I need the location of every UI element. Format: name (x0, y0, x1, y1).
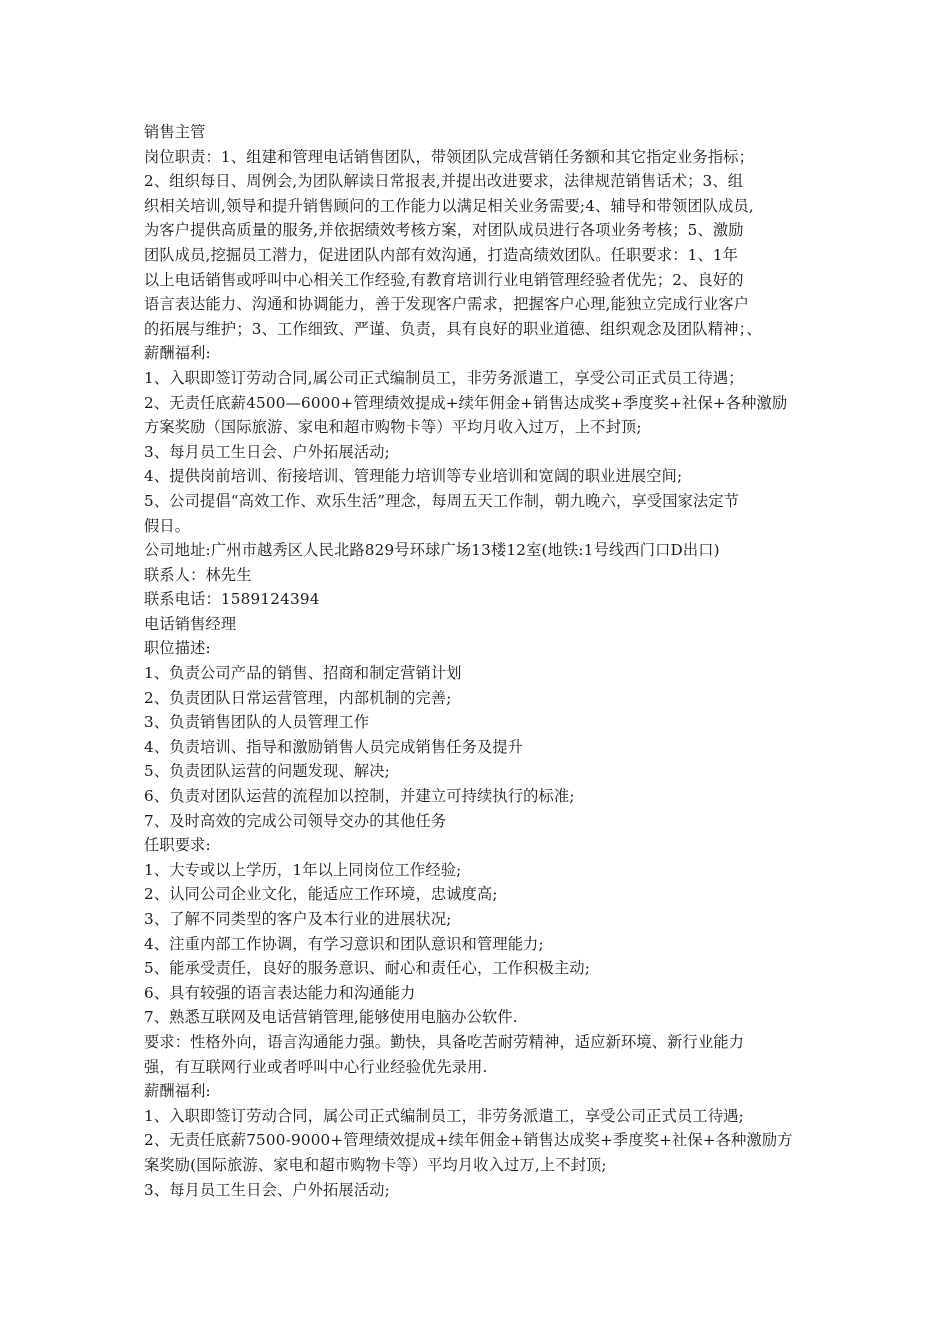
text-line: 2、组织每日、周例会,为团队解读日常报表,并提出改进要求，法律规范销售话术；3、组 (144, 172, 744, 191)
document-body (144, 120, 814, 1202)
list-item: 1、入职即签订劳动合同,属公司正式编制员工，非劳务派遣工，享受公司正式员工待遇； (144, 368, 744, 387)
list-item: 2、无责任底薪7500-9000+管理绩效提成+续年佣金+销售达成奖+季度奖+社保+各种激励方 (144, 1131, 793, 1150)
list-item: 2、负责团队日常运营管理，内部机制的完善; (144, 688, 452, 707)
subsection-heading: 薪酬福利: (144, 1082, 211, 1101)
list-item: 1、负责公司产品的销售、招商和制定营销计划 (144, 664, 462, 683)
subsection-heading: 职位描述: (144, 639, 211, 658)
text-line: 方案奖励（国际旅游、家电和超市购物卡等）平均月收入过万，上不封顶; (144, 418, 642, 437)
contact-phone: 联系电话：1589124394 (144, 590, 320, 609)
text-line: 强，有互联网行业或者呼叫中心行业经验优先录用. (144, 1057, 488, 1076)
contact-person: 联系人：林先生 (144, 565, 252, 584)
list-item: 3、了解不同类型的客户及本行业的进展状况; (144, 910, 452, 928)
list-item: 5、公司提倡“高效工作、欢乐生活”理念，每周五天工作制，朝九晚六，享受国家法定节 (144, 491, 740, 510)
list-item: 3、负责销售团队的人员管理工作 (144, 713, 370, 732)
text-line: 假日。 (144, 516, 191, 535)
text-line: 岗位职责：1、组建和管理电话销售团队，带领团队完成营销任务额和其它指定业务指标； (144, 147, 754, 166)
list-item: 3、每月员工生日会、户外拓展活动; (144, 442, 390, 461)
text-line: 语言表达能力、沟通和协调能力，善于发现客户需求，把握客户心理,能独立完成行业客户 (144, 295, 750, 314)
list-item: 4、负责培训、指导和激励销售人员完成销售任务及提升 (144, 737, 524, 756)
list-item: 6、负责对团队运营的流程加以控制，并建立可持续执行的标准; (144, 787, 575, 806)
text-line: 织相关培训,领导和提升销售顾问的工作能力以满足相关业务需要;4、辅导和带领团队成员, (144, 196, 754, 215)
text-line: 为客户提供高质量的服务,并依据绩效考核方案，对团队成员进行各项业务考核；5、激励 (144, 221, 744, 240)
subsection-heading: 薪酬福利: (144, 344, 211, 363)
text-line: 团队成员,挖掘员工潜力，促进团队内部有效沟通，打造高绩效团队。任职要求：1、1年 (144, 245, 739, 264)
list-item: 4、提供岗前培训、衔接培训、管理能力培训等专业培训和宽阔的职业进展空间; (144, 467, 683, 486)
text-line: 要求：性格外向，语言沟通能力强。勤快，具备吃苦耐劳精神，适应新环境、新行业能力 (144, 1032, 745, 1051)
list-item: 5、负责团队运营的问题发现、解决; (144, 762, 390, 781)
section-title: 电话销售经理 (144, 614, 237, 633)
list-item: 5、能承受责任，良好的服务意识、耐心和责任心，工作积极主动; (144, 959, 591, 978)
text-line: 以上电话销售或呼叫中心相关工作经验,有教育培训行业电销管理经验者优先；2、良好的 (144, 270, 744, 289)
list-item: 2、无责任底薪4500—6000+管理绩效提成+续年佣金+销售达成奖+季度奖+社保+各种激励 (144, 393, 788, 412)
subsection-heading: 任职要求: (144, 836, 211, 855)
list-item: 2、认同公司企业文化，能适应工作环境，忠诚度高; (144, 885, 498, 904)
list-item: 3、每月员工生日会、户外拓展活动; (144, 1180, 390, 1199)
company-address: 公司地址:广州市越秀区人民北路829号环球广场13楼12室(地铁:1号线西门口D出口) (144, 541, 720, 560)
list-item: 6、具有较强的语言表达能力和沟通能力 (144, 983, 416, 1002)
list-item: 4、注重内部工作协调，有学习意识和团队意识和管理能力; (144, 934, 544, 953)
section-title: 销售主管 (144, 123, 206, 141)
text-line: 的拓展与维护；3、工作细致、严谨、负责，具有良好的职业道德、组织观念及团队精神；、 (144, 319, 762, 338)
list-item: 7、及时高效的完成公司领导交办的其他任务 (144, 811, 447, 830)
list-item: 7、熟悉互联网及电话营销管理,能够使用电脑办公软件. (144, 1008, 518, 1027)
text-line: 案奖励(国际旅游、家电和超市购物卡等）平均月收入过万,上不封顶; (144, 1155, 607, 1174)
list-item: 1、入职即签订劳动合同，属公司正式编制员工，非劳务派遣工，享受公司正式员工待遇; (144, 1106, 744, 1125)
list-item: 1、大专或以上学历，1年以上同岗位工作经验; (144, 860, 462, 879)
